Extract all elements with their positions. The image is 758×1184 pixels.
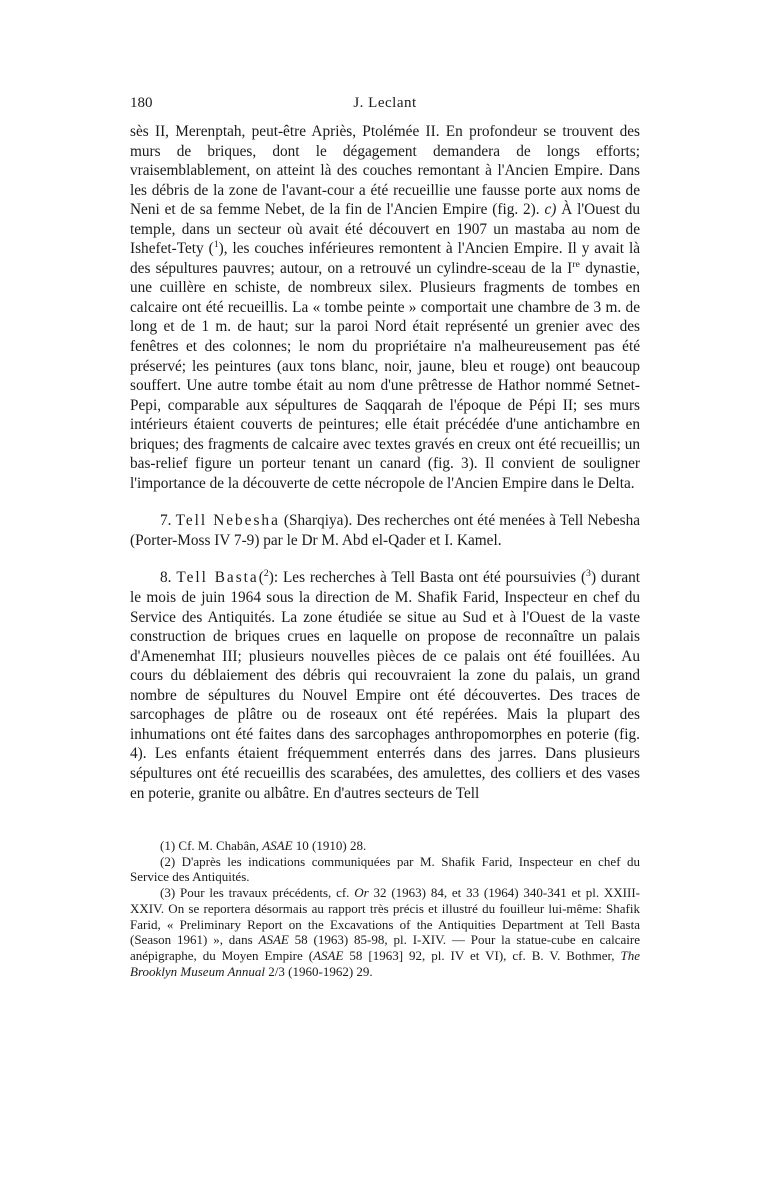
footnote-2: (2) D'après les indications communiquées par M. Shafik Farid, Inspecteur en chef du Service des Antiquités. — [130, 853, 640, 885]
running-head-author: J. Leclant — [353, 95, 417, 111]
footnotes — [130, 838, 640, 979]
footnote-1: (1) Cf. M. Chabân, ASAE 10 (1910) 28. — [160, 838, 367, 853]
section-site-name: Tell Basta — [176, 569, 259, 587]
running-header — [130, 95, 640, 119]
footnote-ref-1: 1 — [213, 239, 219, 251]
footnote-ref-3: 3 — [586, 568, 592, 580]
footnote-ref-2: 2 — [263, 568, 269, 580]
section-7-tell-nebesha: 7. Tell Nebesha (Sharqiya). Des recherches ont été menées à Tell Nebesha (Porter-Moss IV 7-9) par le Dr M. Abd el-Qader et I. Kamel. — [130, 512, 641, 549]
enumeration-letter: c) — [544, 201, 557, 219]
footnote-marker: (2) — [160, 853, 176, 869]
footnote-marker: (3) — [160, 885, 176, 901]
section-number: 8. — [160, 569, 172, 587]
section-site-name: Tell Nebesha — [175, 512, 280, 530]
section-number: 7. — [160, 512, 172, 530]
page-number: 180 — [130, 95, 153, 111]
main-text — [130, 122, 640, 803]
paragraph-tell-el-farain-continued: sès II, Merenptah, peut-être Apriès, Ptolémée II. En profondeur se trouvent des murs de briques, dont le dégagement demandera de longs efforts; vraisemblablement, on atteint là des couches remontant à l'Ancien Empire. Dans les débris de la zone de l'avant-cour a été recueillie une fausse porte aux noms de Neni et de sa femme Nebet, de la fin de l'Ancien Empire (fig. 2). c) À l'Ouest du temple, dans un secteur où avait été découvert en 1907 un mastaba au nom de Ishefet-Tety ($^1$), les couches inférieures remontent à l'Ancien Empire. Il y avait là des sépultures pauvres; autour, on a retrouvé un cylindre-sceau de la Ire dynastie, une cuillère en schiste, de nombreux silex. Plusieurs fragments de tombes en calcaire ont été recueillis. La « tombe peinte » comportait une chambre de 3 m. de long et de 1 m. de haut; sur la paroi Nord était représenté un grenier avec des fenêtres et des colonnes; le nom du propriétaire n'a malheureusement pas été préservé; les peintures (aux tons blanc, noir, jaune, bleu et rouge) ont beaucoup souffert. Une autre tombe était au nom d'une prêtresse de Hathor nommé Setnet-Pepi, comparable aux sépultures de Saqqarah de l'époque de Pépi II; ses murs intérieurs étaient couverts de peintures; elle était précédée d'une antichambre en briques; des fragments de calcaire avec textes gravés en creux ont été recueillis; un bas-relief figure un porteur tenant un canard (fig. 3). Il convient de souligner l'importance de la découverte de cette nécropole de l'Ancien Empire dans le Delta. — [130, 123, 640, 492]
footnote-marker: (1) — [160, 838, 176, 853]
section-8-tell-basta: 8. Tell Basta($^2$): Les recherches à Tell Basta ont été poursuivies ($^3$) durant le mois de juin 1964 sous la direction de M. Shafik Farid, Inspecteur en chef du Service des Antiquités. La zone étudiée se situe au Sud et à l'Ouest de la vaste construction de briques crues en laquelle on propose de reconnaître un palais d'Amenemhat III; plusieurs nouvelles pièces de ce palais ont été fouillées. Au cours du déblaiement des débris qui recouvraient la zone du palais, un grand nombre de sépultures du Nouvel Empire ont été découvertes. Des traces de sarcophages de plâtre ou de roseaux ont été repérées. Mais la plupart des inhumations ont été faites dans des sarcophages anthropomorphes en poterie (fig. 4). Les enfants étaient fréquemment enterrés dans des jarres. Dans plusieurs sépultures ont été recueillis des scarabées, des amulettes, des colliers et des vases en poterie, granite ou albâtre. En d'autres secteurs de Tell — [130, 568, 641, 802]
footnote-3: (3) Pour les travaux précédents, cf. Or 32 (1963) 84, et 33 (1964) 340-341 et pl. XXIII-XXIV. On se reportera désormais au rapport très précis et illustré du fouilleur lui-même: Shafik Farid, « Preliminary Report on the Excavations of the Antiquities Department at Tell Basta (Season 1961) », dans ASAE 58 (1963) 85-98, pl. I-XIV. — Pour la statue-cube en calcaire anépigraphe, du Moyen Empire (ASAE 58 [1963] 92, pl. IV et VI), cf. B. V. Bothmer, The Brooklyn Museum Annual 2/3 (1960-1962) 29. — [130, 885, 640, 979]
ordinal-superscript: re — [572, 258, 580, 270]
